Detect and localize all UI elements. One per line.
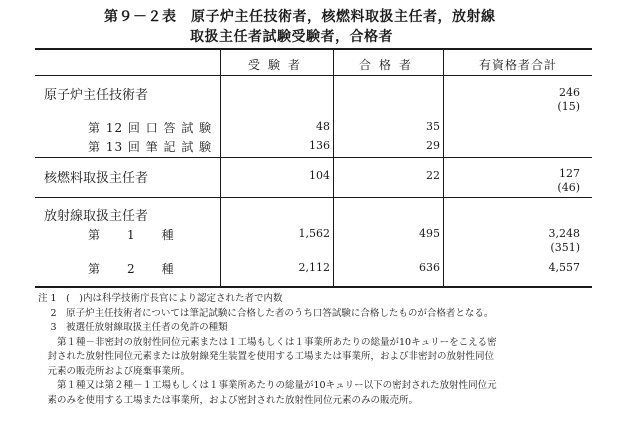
row-label-class-1: 第 1 種 bbox=[88, 228, 175, 242]
cell-oral-passed: 35 bbox=[426, 120, 440, 133]
header-passed: 合格者 bbox=[358, 58, 419, 72]
cell-fuel-examinees: 104 bbox=[309, 169, 330, 182]
cell-class1-qualified-paren: (351) bbox=[550, 241, 580, 254]
header-examinees: 受験者 bbox=[247, 58, 308, 72]
row-label-class-2: 第 2 種 bbox=[88, 262, 175, 276]
row-label-nuclear-fuel: 核燃料取扱主任者 bbox=[44, 171, 149, 186]
cell-written-examinees: 136 bbox=[309, 139, 330, 152]
note-line: 封された放射性同位元素または放射線発生装置を使用する工場または事業所，および非密封の放射性同位 bbox=[38, 351, 495, 362]
cell-class1-passed: 495 bbox=[419, 227, 440, 240]
cell-class1-qualified: 3,248 bbox=[548, 227, 580, 240]
note-line: 注 1 ( )内は科学技術庁長官により認定された者で内数 bbox=[38, 293, 283, 304]
table-top-rule bbox=[35, 48, 592, 50]
note-line: 3 被選任放射線取扱主任者の免許の種類 bbox=[38, 322, 228, 333]
table-title-line2: 取扱主任者試験受験者，合格者 bbox=[190, 29, 393, 45]
cell-class2-examinees: 2,112 bbox=[298, 261, 330, 274]
note-line: 素のみを使用する工場または事業所，および密封された放射性同位元素のみの販売所。 bbox=[38, 394, 419, 406]
note-line: 第１種－非密封の放射性同位元素または１工場もしくは１事業所あたりの総量が10キュリーをこえる密 bbox=[38, 336, 497, 348]
cell-class2-qualified: 4,557 bbox=[548, 261, 580, 274]
header-qualified-total: 有資格者合計 bbox=[478, 58, 557, 72]
cell-fuel-qualified: 127 bbox=[559, 167, 580, 180]
table-bottom-rule bbox=[35, 286, 592, 288]
row-label-radiation: 放射線取扱主任者 bbox=[44, 209, 149, 224]
cell-written-passed: 29 bbox=[426, 139, 440, 152]
cell-reactor-qualified-paren: (15) bbox=[557, 100, 580, 113]
row-label-written-exam: 第 13 回 筆 記 試 験 bbox=[88, 140, 213, 154]
note-line: 第１種又は第２種－１工場もしくは１事業所あたりの総量が10キュリー以下の密封された放射性同位元 bbox=[38, 380, 497, 391]
section-rule-2 bbox=[35, 197, 592, 198]
cell-class1-examinees: 1,562 bbox=[298, 227, 330, 240]
row-label-oral-exam: 第 12 回 口 答 試 験 bbox=[88, 121, 213, 135]
cell-class2-passed: 636 bbox=[419, 261, 440, 274]
section-rule-1 bbox=[35, 157, 592, 158]
column-divider-2 bbox=[333, 49, 334, 286]
row-label-reactor-chief: 原子炉主任技術者 bbox=[44, 88, 149, 103]
cell-oral-examinees: 48 bbox=[316, 120, 330, 133]
notes-section bbox=[38, 292, 598, 408]
cell-fuel-qualified-paren: (46) bbox=[557, 181, 580, 194]
column-divider-1 bbox=[220, 49, 221, 286]
cell-fuel-passed: 22 bbox=[426, 169, 440, 182]
cell-reactor-qualified: 246 bbox=[559, 86, 580, 99]
table-title-line1: 第９－２表 原子炉主任技術者，核燃料取扱主任者，放射線 bbox=[104, 9, 496, 25]
header-rule bbox=[35, 75, 592, 76]
note-line: 元素の販売所および廃棄事業所。 bbox=[38, 365, 191, 377]
note-line: 2 原子炉主任技術者については筆記試験に合格した者のうち口答試験に合格したものが合格者となる。 bbox=[38, 307, 494, 319]
column-divider-3 bbox=[443, 49, 444, 286]
